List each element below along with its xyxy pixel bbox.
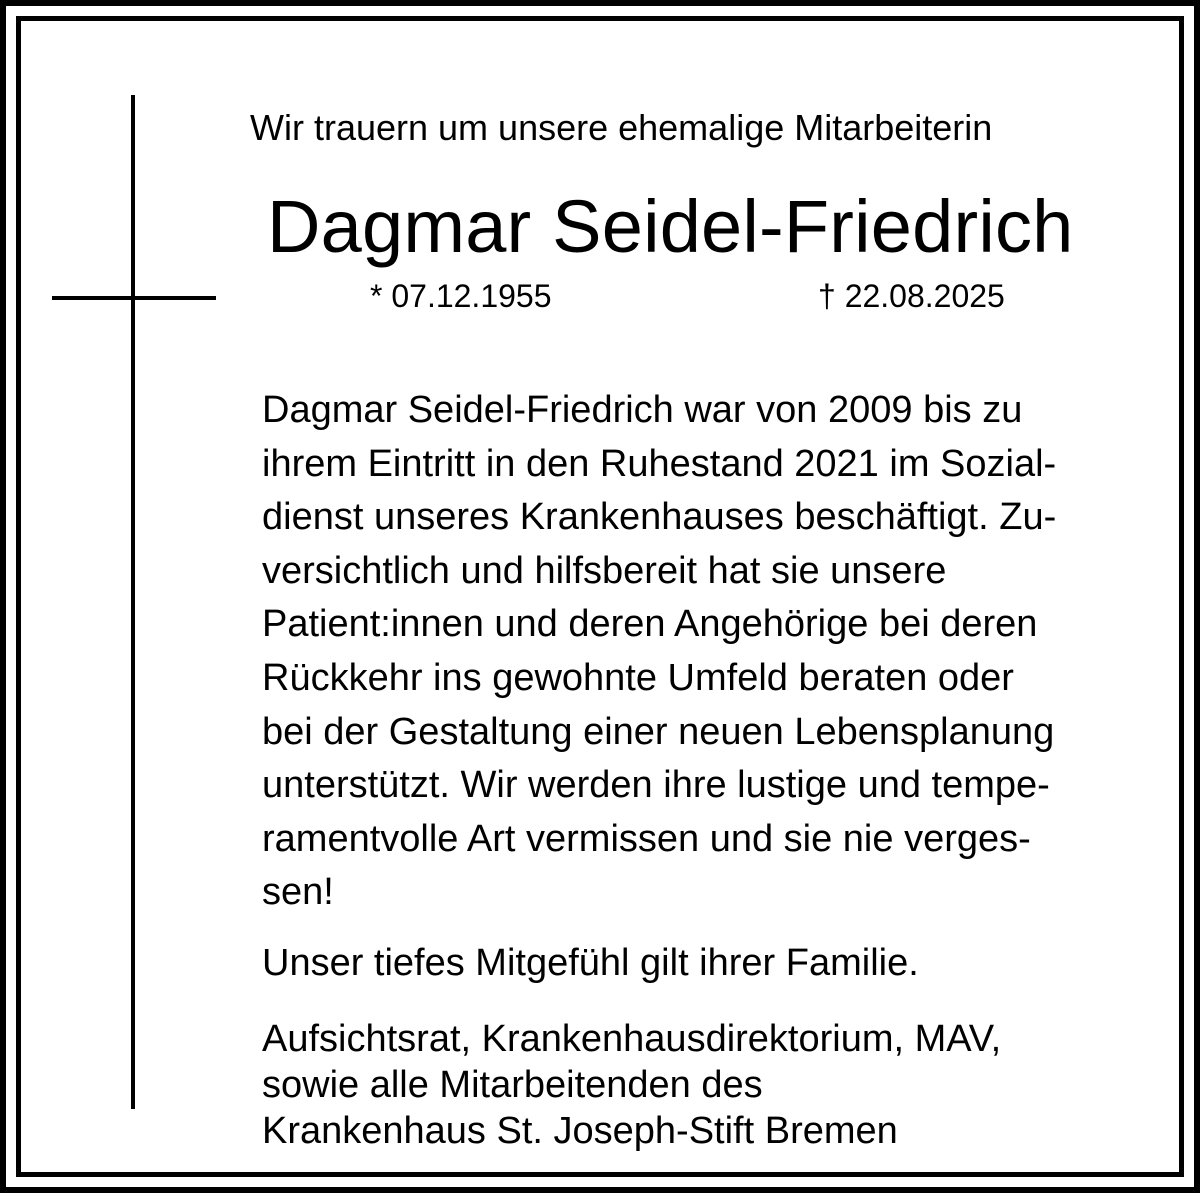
tribute-line: Dagmar Seidel-Friedrich war von 2009 bis zu bbox=[262, 389, 1023, 431]
tribute-line: ramentvolle Art vermissen und sie nie verges- bbox=[262, 817, 1031, 860]
tribute-line: unterstützt. Wir werden ihre lustige und tempe- bbox=[262, 764, 1050, 807]
tribute-text bbox=[262, 384, 1142, 920]
condolence-text: Unser tiefes Mitgefühl gilt ihrer Familie. bbox=[262, 942, 919, 984]
birth-date: * 07.12.1955 bbox=[370, 278, 552, 314]
signature-line: Aufsichtsrat, Krankenhausdirektorium, MAV, bbox=[262, 1018, 1002, 1060]
signature-line: sowie alle Mitarbeitenden des bbox=[262, 1064, 763, 1106]
tribute-line: Rückkehr ins gewohnte Umfeld beraten oder bbox=[262, 656, 1014, 699]
tribute-line: sen! bbox=[262, 871, 334, 914]
tribute-line: bei der Gestaltung einer neuen Lebensplanung bbox=[262, 710, 1055, 753]
tribute-line: dienst unseres Krankenhauses beschäftigt. Zu- bbox=[262, 496, 1057, 539]
tribute-line: ihrem Eintritt in den Ruhestand 2021 im Sozial- bbox=[262, 442, 1057, 485]
cross-icon-crossbar bbox=[52, 296, 216, 300]
death-date: † 22.08.2025 bbox=[818, 278, 1005, 314]
signature-line: Krankenhaus St. Joseph-Stift Bremen bbox=[262, 1110, 898, 1152]
tribute-line: Patient:innen und deren Angehörige bei deren bbox=[262, 603, 1038, 646]
deceased-name: Dagmar Seidel-Friedrich bbox=[267, 185, 1074, 268]
signature-block bbox=[262, 1016, 1001, 1154]
cross-icon bbox=[131, 95, 135, 1109]
tribute-line: versichtlich und hilfsbereit hat sie unsere bbox=[262, 549, 947, 592]
intro-text: Wir trauern um unsere ehemalige Mitarbeiterin bbox=[250, 107, 993, 148]
